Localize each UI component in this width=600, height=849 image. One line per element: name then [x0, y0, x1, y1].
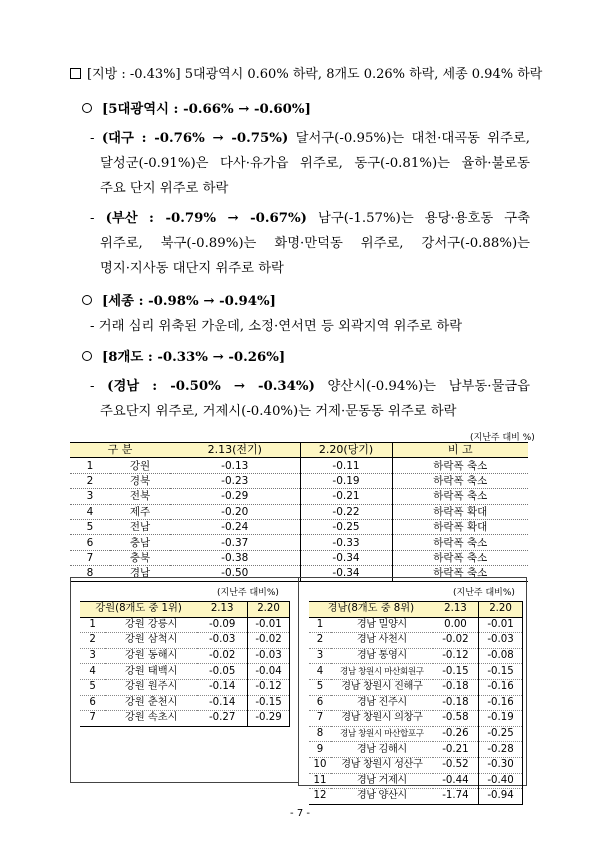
- table-row: [70, 489, 528, 504]
- cell-current: -0.33: [300, 535, 392, 550]
- cell-prev: -0.37: [170, 535, 300, 550]
- table-header-row: [309, 602, 523, 618]
- cell-rank: 7: [70, 550, 110, 565]
- cell-city: 강원 속초시: [105, 711, 197, 727]
- cell-rank: 5: [70, 519, 110, 534]
- cell-prev: -0.29: [170, 489, 300, 504]
- table-row: [80, 679, 290, 695]
- table-row: [70, 535, 528, 550]
- header-prev: 2.13(전기): [170, 443, 300, 458]
- cell-region: 강원: [110, 458, 170, 473]
- header-remark: 비 고: [392, 443, 528, 458]
- cell-city: 경남 통영시: [331, 648, 433, 664]
- cell-prev: -0.58: [433, 711, 479, 727]
- cell-rank: 1: [70, 458, 110, 473]
- table-row: [80, 648, 290, 664]
- header-category: 구 분: [70, 443, 170, 458]
- table-row: [70, 519, 528, 534]
- cell-current: -0.40: [479, 773, 523, 789]
- cell-remark: 하락폭 축소: [392, 566, 528, 581]
- circle-bullet-icon: [82, 351, 92, 361]
- cell-rank: 4: [80, 664, 105, 680]
- cell-region: 제주: [110, 504, 170, 519]
- cell-prev: -0.24: [170, 519, 300, 534]
- cell-current: -0.34: [300, 550, 392, 565]
- cell-current: -0.01: [479, 617, 523, 633]
- cell-current: -0.19: [300, 473, 392, 488]
- cell-region: 충남: [110, 535, 170, 550]
- cell-rank: 8: [70, 566, 110, 581]
- cell-prev: -0.27: [197, 711, 247, 727]
- left-header-region: 강원(8개도 중 1위): [80, 602, 197, 618]
- cell-remark: 하락폭 확대: [392, 519, 528, 534]
- cell-remark: 하락폭 축소: [392, 473, 528, 488]
- table-row: [309, 648, 523, 664]
- busan-line-1: - (부산 : -0.79% → -0.67%) 남구(-1.57%)는 용당·용호동 구축: [90, 211, 530, 226]
- right-header-region: 경남(8개도 중 8위): [309, 602, 433, 618]
- table-row: [309, 679, 523, 695]
- sejong-heading-text: [세종 : -0.98% → -0.94%]: [102, 294, 276, 309]
- daegu-line-2: 달성군(-0.91%)은 다사·유가읍 위주로, 동구(-0.81%)는 율하·불로동: [100, 156, 530, 171]
- table-row: [309, 617, 523, 633]
- gyeongnam-table: [309, 601, 523, 805]
- cell-rank: 10: [309, 757, 331, 773]
- square-bullet-icon: [70, 68, 81, 79]
- cell-rank: 8: [309, 726, 331, 742]
- daegu-line-1: - (대구 : -0.76% → -0.75%) 달서구(-0.95%)는 대천·대곡동 위주로,: [90, 131, 531, 146]
- busan-text-1: 남구(-1.57%)는 용당·용호동 구축: [318, 211, 530, 226]
- cell-rank: 3: [309, 648, 331, 664]
- table-row: [80, 664, 290, 680]
- page-number: - 7 -: [290, 808, 310, 819]
- cell-remark: 하락폭 축소: [392, 489, 528, 504]
- table-row: [70, 473, 528, 488]
- table-row: [309, 695, 523, 711]
- cell-rank: 7: [309, 711, 331, 727]
- table-header-row: [80, 602, 290, 618]
- busan-label: (부산 : -0.79% → -0.67%): [105, 211, 307, 226]
- table-row: [309, 773, 523, 789]
- cell-rank: 2: [70, 473, 110, 488]
- cell-prev: -0.26: [433, 726, 479, 742]
- cell-city: 경남 창원시 성산구: [331, 757, 433, 773]
- cell-prev: -0.52: [433, 757, 479, 773]
- cell-prev: -0.20: [170, 504, 300, 519]
- cell-current: -0.12: [248, 679, 290, 695]
- cell-rank: 3: [70, 489, 110, 504]
- cell-current: -0.02: [248, 633, 290, 649]
- cell-current: -0.04: [248, 664, 290, 680]
- summary-head: [지방 : -0.43%]: [87, 67, 181, 82]
- cell-current: -0.16: [479, 695, 523, 711]
- cell-prev: -0.14: [197, 679, 247, 695]
- table-row: [309, 664, 523, 680]
- cell-prev: -0.09: [197, 617, 247, 633]
- cell-prev: -0.44: [433, 773, 479, 789]
- cell-rank: 11: [309, 773, 331, 789]
- table-row: [309, 757, 523, 773]
- cell-rank: 6: [80, 695, 105, 711]
- cell-current: -0.22: [300, 504, 392, 519]
- provinces-heading: [82, 349, 285, 367]
- header-current: 2.20(당기): [300, 443, 392, 458]
- cell-current: -0.34: [300, 566, 392, 581]
- cell-current: -0.19: [479, 711, 523, 727]
- cell-prev: -0.02: [197, 648, 247, 664]
- metro-heading: [82, 101, 311, 119]
- cell-rank: 5: [80, 679, 105, 695]
- table-row: [80, 695, 290, 711]
- cell-region: 전북: [110, 489, 170, 504]
- circle-bullet-icon: [82, 295, 92, 305]
- cell-current: -0.01: [248, 617, 290, 633]
- cell-rank: 4: [70, 504, 110, 519]
- gyeongnam-line-1: - (경남 : -0.50% → -0.34%) 양산시(-0.94%)는 남부동·물금읍: [90, 379, 530, 394]
- table-row: [309, 633, 523, 649]
- cell-prev: -0.18: [433, 695, 479, 711]
- cell-city: 경남 밀양시: [331, 617, 433, 633]
- cell-city: 경남 창원시 마산합포구: [331, 726, 433, 742]
- cell-rank: 3: [80, 648, 105, 664]
- cell-current: -0.15: [479, 664, 523, 680]
- cell-city: 경남 거제시: [331, 773, 433, 789]
- cell-prev: -0.02: [433, 633, 479, 649]
- table-row: [309, 711, 523, 727]
- cell-city: 강원 춘천시: [105, 695, 197, 711]
- province-change-table: [70, 442, 528, 582]
- cell-remark: 하락폭 축소: [392, 550, 528, 565]
- cell-rank: 5: [309, 679, 331, 695]
- cell-rank: 1: [80, 617, 105, 633]
- cell-city: 강원 삼척시: [105, 633, 197, 649]
- left-header-current: 2.20: [248, 602, 290, 618]
- cell-rank: 2: [309, 633, 331, 649]
- gyeongnam-line-2: 주요단지 위주로, 거제시(-0.40%)는 거제·문동동 위주로 하락: [100, 404, 457, 419]
- cell-current: -0.21: [300, 489, 392, 504]
- table-row: [80, 617, 290, 633]
- cell-city: 경남 창원시 의창구: [331, 711, 433, 727]
- cell-rank: 2: [80, 633, 105, 649]
- table-row: [70, 550, 528, 565]
- sejong-heading: [82, 293, 276, 311]
- cell-city: 강원 동해시: [105, 648, 197, 664]
- gyeongnam-label: (경남 : -0.50% → -0.34%): [107, 379, 315, 394]
- cell-city: 경남 김해시: [331, 742, 433, 758]
- cell-current: -0.94: [479, 789, 523, 805]
- cell-current: -0.08: [479, 648, 523, 664]
- cell-city: 경남 창원시 진해구: [331, 679, 433, 695]
- cell-city: 경남 양산시: [331, 789, 433, 805]
- gangwon-table: [80, 601, 290, 727]
- table-row: [309, 726, 523, 742]
- cell-rank: 1: [309, 617, 331, 633]
- busan-line-2: 위주로, 북구(-0.89%)는 화명·만덕동 위주로, 강서구(-0.88%)는: [100, 236, 530, 251]
- right-header-prev: 2.13: [433, 602, 479, 618]
- daegu-label: (대구 : -0.76% → -0.75%): [101, 131, 289, 146]
- cell-region: 충북: [110, 550, 170, 565]
- cell-city: 경남 진주시: [331, 695, 433, 711]
- cell-city: 강원 원주시: [105, 679, 197, 695]
- table1-note: (지난주 대비 %): [470, 433, 535, 443]
- left-table-note: (지난주 대비%): [217, 588, 279, 598]
- right-table-note: (지난주 대비%): [453, 588, 515, 598]
- table-row: [80, 711, 290, 727]
- cell-current: -0.16: [479, 679, 523, 695]
- circle-bullet-icon: [82, 103, 92, 113]
- cell-rank: 6: [309, 695, 331, 711]
- cell-prev: -0.13: [170, 458, 300, 473]
- cell-prev: -0.03: [197, 633, 247, 649]
- cell-remark: 하락폭 축소: [392, 458, 528, 473]
- cell-current: -0.03: [479, 633, 523, 649]
- right-header-current: 2.20: [479, 602, 523, 618]
- cell-region: 전남: [110, 519, 170, 534]
- daegu-line-3: 주요 단지 위주로 하락: [100, 181, 229, 196]
- cell-current: -0.03: [248, 648, 290, 664]
- cell-city: 경남 창원시 마산회원구: [331, 664, 433, 680]
- gyeongnam-text-1: 양산시(-0.94%)는 남부동·물금읍: [327, 379, 530, 394]
- cell-prev: -1.74: [433, 789, 479, 805]
- cell-city: 경남 사천시: [331, 633, 433, 649]
- cell-prev: -0.18: [433, 679, 479, 695]
- cell-remark: 하락폭 확대: [392, 504, 528, 519]
- left-header-prev: 2.13: [197, 602, 247, 618]
- cell-current: -0.15: [248, 695, 290, 711]
- cell-rank: 6: [70, 535, 110, 550]
- cell-rank: 9: [309, 742, 331, 758]
- busan-line-3: 명지·지사동 대단지 위주로 하락: [100, 261, 284, 276]
- cell-prev: -0.15: [433, 664, 479, 680]
- cell-current: -0.28: [479, 742, 523, 758]
- daegu-text-1: 달서구(-0.95%)는 대천·대곡동 위주로,: [295, 131, 531, 146]
- table-header-row: [70, 443, 528, 458]
- table-row: [309, 742, 523, 758]
- cell-region: 경북: [110, 473, 170, 488]
- metro-heading-text: [5대광역시 : -0.66% → -0.60%]: [102, 102, 311, 117]
- table-row: [70, 458, 528, 473]
- cell-prev: -0.23: [170, 473, 300, 488]
- cell-prev: -0.14: [197, 695, 247, 711]
- table-row: [70, 504, 528, 519]
- cell-prev: -0.21: [433, 742, 479, 758]
- cell-rank: 4: [309, 664, 331, 680]
- table-row: [309, 789, 523, 805]
- cell-city: 강원 태백시: [105, 664, 197, 680]
- cell-current: -0.25: [479, 726, 523, 742]
- summary-text: 5대광역시 0.60% 하락, 8개도 0.26% 하락, 세종 0.94% 하락: [184, 67, 543, 82]
- table-row: [80, 633, 290, 649]
- cell-prev: -0.38: [170, 550, 300, 565]
- cell-prev: -0.05: [197, 664, 247, 680]
- cell-current: -0.29: [248, 711, 290, 727]
- cell-region: 경남: [110, 566, 170, 581]
- cell-current: -0.11: [300, 458, 392, 473]
- cell-prev: -0.50: [170, 566, 300, 581]
- cell-rank: 7: [80, 711, 105, 727]
- cell-rank: 12: [309, 789, 331, 805]
- summary-line: [70, 66, 542, 84]
- cell-prev: 0.00: [433, 617, 479, 633]
- cell-prev: -0.12: [433, 648, 479, 664]
- provinces-heading-text: [8개도 : -0.33% → -0.26%]: [102, 350, 286, 365]
- cell-current: -0.25: [300, 519, 392, 534]
- sejong-line: - 거래 심리 위축된 가운데, 소정·연서면 등 외곽지역 위주로 하락: [90, 319, 463, 334]
- cell-city: 강원 강릉시: [105, 617, 197, 633]
- cell-current: -0.30: [479, 757, 523, 773]
- cell-remark: 하락폭 축소: [392, 535, 528, 550]
